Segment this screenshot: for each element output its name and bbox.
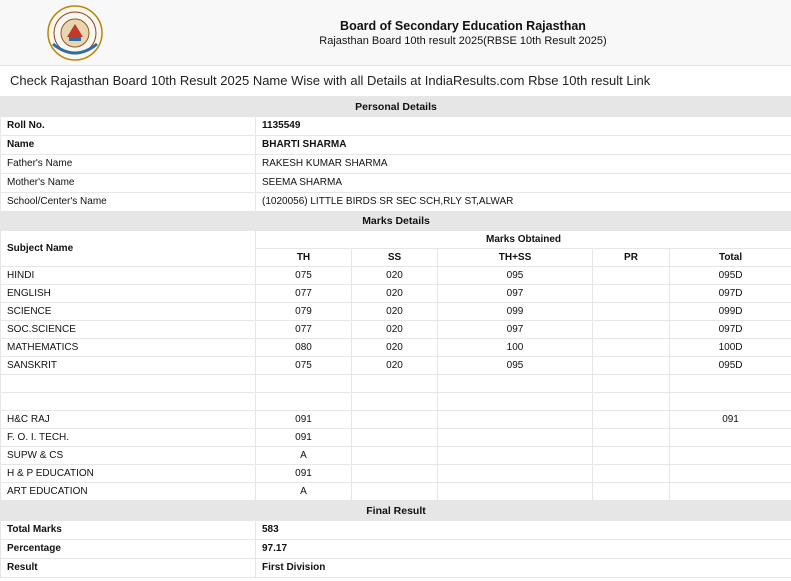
table-row — [1, 429, 791, 447]
marks-details-table — [0, 212, 791, 501]
col-header: TH+SS — [438, 249, 593, 267]
subject-cell: SUPW & CS — [1, 447, 256, 465]
mark-cell — [438, 411, 593, 429]
final-result-heading: Final Result — [1, 502, 791, 521]
subject-cell: ART EDUCATION — [1, 483, 256, 501]
table-row — [1, 285, 791, 303]
school-label: School/Center's Name — [1, 193, 256, 212]
personal-details-heading: Personal Details — [1, 98, 791, 117]
mark-cell — [593, 285, 670, 303]
mark-cell — [593, 447, 670, 465]
mark-cell — [438, 375, 593, 393]
mark-cell — [352, 411, 438, 429]
mark-cell — [593, 267, 670, 285]
total-label: Total Marks — [1, 521, 256, 540]
mark-cell: 020 — [352, 321, 438, 339]
mark-cell: 097D — [670, 321, 791, 339]
result-value: First Division — [256, 559, 791, 578]
father-label: Father's Name — [1, 155, 256, 174]
percentage-value: 97.17 — [256, 540, 791, 559]
mark-cell: 099 — [438, 303, 593, 321]
subject-cell: H & P EDUCATION — [1, 465, 256, 483]
col-header: Total — [670, 249, 791, 267]
subject-cell: ENGLISH — [1, 285, 256, 303]
mark-cell — [438, 429, 593, 447]
personal-details-table — [0, 97, 791, 212]
col-header: TH — [256, 249, 352, 267]
mark-cell — [670, 375, 791, 393]
final-result-table — [0, 501, 791, 578]
father-row — [1, 155, 791, 174]
mark-cell: A — [256, 447, 352, 465]
table-row — [1, 321, 791, 339]
table-row — [1, 375, 791, 393]
mark-cell — [670, 429, 791, 447]
board-subtitle: Rajasthan Board 10th result 2025(RBSE 10th Result 2025) — [319, 35, 607, 47]
name-row — [1, 136, 791, 155]
mark-cell: 020 — [352, 285, 438, 303]
subject-cell: SANSKRIT — [1, 357, 256, 375]
mark-cell: 099D — [670, 303, 791, 321]
mark-cell — [438, 465, 593, 483]
mark-cell: 075 — [256, 357, 352, 375]
mark-cell — [352, 429, 438, 447]
mark-cell: 091 — [256, 411, 352, 429]
mark-cell: 080 — [256, 339, 352, 357]
result-label: Result — [1, 559, 256, 578]
table-row — [1, 357, 791, 375]
mark-cell: 095D — [670, 267, 791, 285]
name-value: BHARTI SHARMA — [256, 136, 791, 155]
mark-cell: 077 — [256, 321, 352, 339]
mother-row — [1, 174, 791, 193]
roll-value: 1135549 — [256, 117, 791, 136]
mark-cell — [670, 393, 791, 411]
subject-cell — [1, 375, 256, 393]
mark-cell — [352, 465, 438, 483]
mark-cell: 100 — [438, 339, 593, 357]
mark-cell: 091 — [256, 465, 352, 483]
table-row — [1, 393, 791, 411]
mark-cell — [670, 483, 791, 501]
col-header: SS — [352, 249, 438, 267]
mother-value: SEEMA SHARMA — [256, 174, 791, 193]
intro-text: Check Rajasthan Board 10th Result 2025 Name Wise with all Details at IndiaResults.com Rbse 10th result Link — [0, 66, 791, 97]
marks-details-heading: Marks Details — [1, 213, 791, 231]
mark-cell: 097D — [670, 285, 791, 303]
father-value: RAKESH KUMAR SHARMA — [256, 155, 791, 174]
total-row — [1, 521, 791, 540]
mark-cell: 077 — [256, 285, 352, 303]
mark-cell: 020 — [352, 267, 438, 285]
subject-cell: SCIENCE — [1, 303, 256, 321]
mark-cell — [593, 303, 670, 321]
mark-cell — [593, 321, 670, 339]
subject-cell — [1, 393, 256, 411]
marks-obtained-header: Marks Obtained — [256, 231, 791, 249]
mark-cell: 020 — [352, 303, 438, 321]
table-row — [1, 483, 791, 501]
subject-cell: HINDI — [1, 267, 256, 285]
school-value: (1020056) LITTLE BIRDS SR SEC SCH,RLY ST,ALWAR — [256, 193, 791, 212]
page-header — [0, 0, 791, 66]
mother-label: Mother's Name — [1, 174, 256, 193]
subject-name-header: Subject Name — [1, 231, 256, 267]
mark-cell — [593, 393, 670, 411]
mark-cell — [593, 465, 670, 483]
mark-cell — [593, 411, 670, 429]
mark-cell — [593, 375, 670, 393]
mark-cell: 097 — [438, 285, 593, 303]
total-value: 583 — [256, 521, 791, 540]
subject-cell: MATHEMATICS — [1, 339, 256, 357]
board-name: Board of Secondary Education Rajasthan — [340, 19, 586, 33]
table-row — [1, 303, 791, 321]
mark-cell — [670, 447, 791, 465]
table-row — [1, 465, 791, 483]
mark-cell — [438, 393, 593, 411]
col-header: PR — [593, 249, 670, 267]
mark-cell: 100D — [670, 339, 791, 357]
table-row — [1, 339, 791, 357]
mark-cell — [593, 483, 670, 501]
subject-cell: F. O. I. TECH. — [1, 429, 256, 447]
mark-cell — [352, 447, 438, 465]
mark-cell — [438, 483, 593, 501]
school-row — [1, 193, 791, 212]
mark-cell: 095D — [670, 357, 791, 375]
marks-body — [1, 267, 791, 501]
mark-cell: 095 — [438, 267, 593, 285]
mark-cell — [670, 465, 791, 483]
roll-row — [1, 117, 791, 136]
mark-cell — [593, 357, 670, 375]
percentage-label: Percentage — [1, 540, 256, 559]
subject-cell: H&C RAJ — [1, 411, 256, 429]
name-label: Name — [1, 136, 256, 155]
mark-cell: 091 — [670, 411, 791, 429]
mark-cell — [352, 393, 438, 411]
table-row — [1, 411, 791, 429]
mark-cell: 097 — [438, 321, 593, 339]
mark-cell: 095 — [438, 357, 593, 375]
percentage-row — [1, 540, 791, 559]
mark-cell — [256, 393, 352, 411]
mark-cell: 020 — [352, 339, 438, 357]
mark-cell — [593, 429, 670, 447]
mark-cell — [438, 447, 593, 465]
mark-cell: 091 — [256, 429, 352, 447]
mark-cell: 075 — [256, 267, 352, 285]
mark-cell: 079 — [256, 303, 352, 321]
roll-label: Roll No. — [1, 117, 256, 136]
subject-cell: SOC.SCIENCE — [1, 321, 256, 339]
table-row — [1, 447, 791, 465]
mark-cell — [352, 375, 438, 393]
result-row — [1, 559, 791, 578]
table-row — [1, 267, 791, 285]
mark-cell — [256, 375, 352, 393]
mark-cell: A — [256, 483, 352, 501]
mark-cell: 020 — [352, 357, 438, 375]
mark-cell — [593, 339, 670, 357]
board-seal-icon — [45, 4, 105, 62]
mark-cell — [352, 483, 438, 501]
